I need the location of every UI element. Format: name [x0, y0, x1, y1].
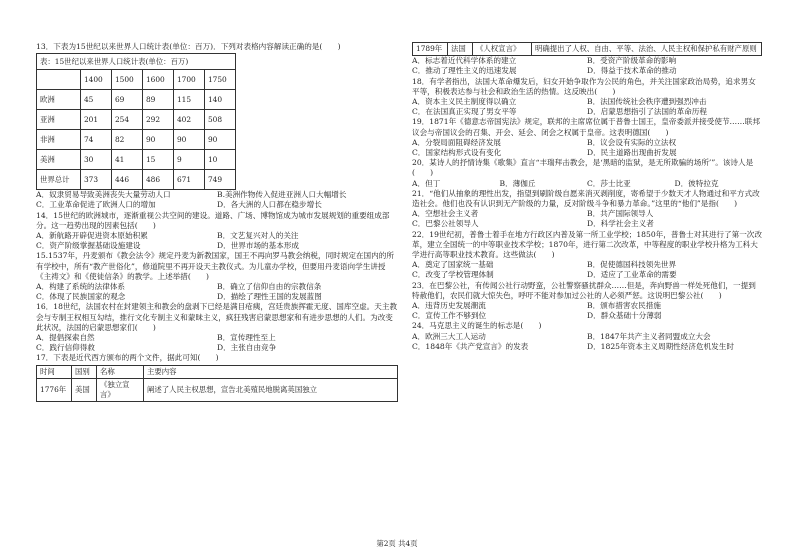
- value-cell: 82: [111, 130, 142, 150]
- documents-table: [36, 365, 398, 403]
- question-stem: 21．“他们从抽象的理性出发，指望到刷阶级自愿来消灭剥削度，寄希望于少数天才人物通过和平方式改造社会。他们也没有认识到无产阶级的力量，反对阶级斗争和暴力革命。”这里的“他们”是指( ): [412, 188, 760, 209]
- table-header-row: [37, 365, 398, 378]
- option-c[interactable]: C．践行信仰得救: [36, 343, 95, 353]
- option-row: [36, 343, 398, 353]
- option-b[interactable]: B．文艺复兴对人的关注: [217, 231, 299, 241]
- question-stem: 14．15世纪的欧洲城市，逐渐重视公共空间的建设。道路、广场、博物馆成为城市发展规划的重要组成部分。这一趋势出现的因素包括( ): [36, 210, 390, 230]
- option-b[interactable]: B．法国传统社会秩序遭到强烈冲击: [587, 97, 707, 107]
- question-17: [36, 353, 398, 402]
- question-13: [36, 42, 398, 211]
- option-a[interactable]: A．违背历史发展潮流: [412, 301, 486, 311]
- option-d[interactable]: D．启蒙思想指引了法国的革命历程: [587, 107, 707, 117]
- year-header: 1400: [80, 70, 111, 90]
- option-a[interactable]: A．资本主义民主制度得以确立: [412, 97, 517, 107]
- value-cell: 671: [173, 170, 204, 190]
- value-cell: 254: [111, 110, 142, 130]
- option-row: [412, 209, 762, 219]
- option-d[interactable]: D．科学社会主义者: [587, 219, 654, 229]
- table-row: [37, 378, 398, 401]
- value-cell: 373: [80, 170, 111, 190]
- option-row: [412, 138, 762, 148]
- question-14: [36, 211, 398, 252]
- option-c[interactable]: C．莎士比亚: [587, 178, 631, 188]
- option-d[interactable]: D．民主道路出现曲折发展: [587, 148, 677, 158]
- option-b[interactable]: B．薄伽丘: [499, 178, 536, 188]
- question-stem: 16．18世纪，法国农村在封建领主和教会的盘剥下已经是满目疮痍，宫廷贵族挥霍无度、国库空虚。天主教会与专制王权相互勾结，推行文化专制主义和蒙昧主义，疯狂残害启蒙思想家和有进步思想的人们。为改变此状况，法国的启蒙思想家们( ): [36, 302, 398, 332]
- option-c[interactable]: C．1848年《共产党宣言》的发表: [412, 341, 529, 351]
- question-stem: 20．某诗人的抒情诗集《歌集》直言“丰瑞拜击教会，是‘黑暗的监狱，是无所欺骗的场所’”。该诗人是( ): [412, 158, 754, 178]
- value-cell: 115: [173, 90, 204, 110]
- question-15: [36, 251, 398, 302]
- option-b[interactable]: B．确立了信仰自由的宗教信条: [217, 282, 322, 292]
- region-cell: 世界总计: [37, 170, 81, 190]
- region-cell: 欧洲: [37, 90, 81, 110]
- table-row: [37, 170, 236, 190]
- option-row: [36, 282, 398, 292]
- value-cell: 90: [173, 130, 204, 150]
- question-stem: 15.1537年，丹麦颁布《教会法令》规定丹麦为新教国家，国王不再向罗马教会纳税，同时规定在国内的所有学校中，所有“教产世俗化”，修道院里不再开设天主教仪式。为儿童办学校，但要用丹麦语向学生讲授《主祷文》和《使徒信条》的教学。上述举措( ): [36, 251, 394, 281]
- option-b[interactable]: B．颁布措害农民措施: [587, 301, 661, 311]
- option-a[interactable]: A．提倡探索自然: [36, 333, 95, 343]
- country-cell: 美国: [72, 378, 97, 401]
- value-cell: 69: [111, 90, 142, 110]
- option-row: [36, 241, 398, 251]
- option-c[interactable]: C．体现了民族国家的观念: [36, 292, 126, 302]
- option-row: [412, 311, 762, 321]
- option-b[interactable]: B．促使德国科技领先世界: [587, 260, 677, 270]
- option-b[interactable]: B.美洲作物传入促进亚洲人口大幅增长: [217, 190, 347, 200]
- value-cell: 30: [80, 150, 111, 170]
- option-d[interactable]: D．各大洲的人口都在稳步增长: [217, 200, 322, 210]
- page-number: 第2页 共4页: [376, 539, 418, 548]
- option-d[interactable]: D．描绘了理性王国的发展蓝图: [217, 292, 322, 302]
- option-row: [412, 260, 762, 270]
- question-20: [412, 158, 762, 189]
- content-cell: 阐述了人民主权思想，宣告北美殖民地脱离英国独立: [144, 378, 398, 401]
- option-c[interactable]: C．资产阶级掌握基础设施建设: [36, 241, 141, 251]
- option-d[interactable]: D．1825年资本主义周期性经济危机发生时: [587, 341, 734, 351]
- option-a[interactable]: A．奠定了国家统一基础: [412, 260, 494, 270]
- option-c[interactable]: C．推动了理性主义的迅速发展: [412, 66, 517, 76]
- option-d[interactable]: D．得益于技术革命的推动: [587, 66, 677, 76]
- option-b[interactable]: B．受资产阶级革命的影响: [587, 56, 677, 66]
- option-row: [36, 231, 398, 241]
- option-b[interactable]: B．共产国际领导人: [587, 209, 654, 219]
- option-row: [412, 270, 762, 280]
- option-row: [36, 292, 398, 302]
- option-row: [412, 107, 762, 117]
- option-c[interactable]: C．巴黎公社领导人: [412, 219, 479, 229]
- table-header-row: [37, 70, 236, 90]
- value-cell: 446: [111, 170, 142, 190]
- table-row: [37, 90, 236, 110]
- name-cell: 《独立宣言》: [97, 378, 144, 401]
- option-row: [36, 200, 398, 210]
- option-row: [412, 66, 762, 76]
- option-row: [412, 342, 762, 352]
- question-stem: 24．马克思主义的诞生的标志是( ): [412, 321, 542, 331]
- option-row: [36, 190, 398, 200]
- option-a[interactable]: A．分裂局面阻碍经济发展: [412, 137, 502, 147]
- question-24: [412, 321, 762, 352]
- value-cell: 9: [173, 150, 204, 170]
- value-cell: 41: [111, 150, 142, 170]
- value-cell: 74: [80, 130, 111, 150]
- documents-table-continued: [412, 42, 762, 56]
- header-cell: 国别: [72, 365, 97, 378]
- table-row: [37, 150, 236, 170]
- value-cell: 15: [142, 150, 173, 170]
- option-row: [412, 179, 762, 189]
- value-cell: 402: [173, 110, 204, 130]
- option-c[interactable]: C．改变了学校管理体制: [412, 270, 494, 280]
- option-row: [412, 56, 762, 66]
- option-row: [412, 332, 762, 342]
- option-a[interactable]: A．标志着近代科学体系的建立: [412, 56, 517, 66]
- question-23: [412, 281, 762, 322]
- option-c[interactable]: C．工业革命促进了欧洲人口的增加: [36, 200, 156, 210]
- value-cell: 10: [204, 150, 235, 170]
- question-stem: 23．在巴黎公社，有传闻公社行动野蛮，公社警察骚扰群众……但是，奔向野兽一样处死他们，一提到特赦他们，农民们就大惊失色，呼吁不能对参加过公社的人必须严惩。这说明巴黎公社( ): [412, 280, 756, 300]
- year-header: 1750: [204, 70, 235, 90]
- question-21: [412, 189, 762, 230]
- value-cell: 201: [80, 110, 111, 130]
- option-d[interactable]: D．世界市场的基本形成: [217, 241, 300, 251]
- region-cell: 亚洲: [37, 110, 81, 130]
- option-a[interactable]: A．奴隶贸易导致美洲丧失大量劳动人口: [36, 190, 171, 200]
- question-stem: 22．19世纪初，普鲁士着手在地方行政区内普及第一所工业学校；1850年，普鲁士对其进行了第一次改革，建立全国统一的中等职业技术学校；1870年，进行第二次改革，中等程度的职业学校升格为工科大学进行高等职业技术教育。这些做法( ): [412, 229, 762, 260]
- option-a[interactable]: A．新航路开辟促进资本原始积累: [36, 231, 148, 241]
- right-column: [412, 42, 762, 352]
- option-c[interactable]: C．国家结构形式设有变化: [412, 148, 502, 158]
- header-cell: 名称: [97, 365, 144, 378]
- country-cell: 法国: [448, 43, 473, 56]
- value-cell: 749: [204, 170, 235, 190]
- value-cell: 89: [142, 90, 173, 110]
- population-table: [36, 53, 236, 190]
- question-18: [412, 77, 762, 118]
- value-cell: 292: [142, 110, 173, 130]
- option-row: [412, 219, 762, 229]
- value-cell: 508: [204, 110, 235, 130]
- option-b[interactable]: B．宣传理性至上: [217, 333, 276, 343]
- option-c[interactable]: C．在法国真正实现了男女平等: [412, 107, 517, 117]
- header-cell: 时间: [37, 365, 72, 378]
- region-cell: 美洲: [37, 150, 81, 170]
- left-column: [36, 42, 398, 402]
- option-b[interactable]: B．1847年共产主义者同盟成立大会: [587, 331, 711, 341]
- option-row: [412, 148, 762, 158]
- question-16: [36, 302, 398, 353]
- year-header: 1700: [173, 70, 204, 90]
- question-stem: 13．下表为15世纪以来世界人口统计表(单位：百万)．下列对表格内容解读正确的是( ): [36, 42, 341, 51]
- question-22: [412, 230, 762, 281]
- question-stem: 19．1871年《德意志帝国宪法》规定，联邦的主席席位属于普鲁士国王，皇帝委派并接受使节……联邦议会与帝国议会的召集、开会、延会、闭会之权属于皇帝。这表明德国( ): [412, 117, 760, 137]
- region-cell: 非洲: [37, 130, 81, 150]
- question-stem: 18．有学者指出，法国大革命爆发后，妇女开始争取作为公民的角色，并关注国家政治局势，追求男女平等，积极表达参与社会和政治生活的热情。这反映出( ): [412, 76, 756, 96]
- year-header: 1500: [111, 70, 142, 90]
- table-row: [37, 130, 236, 150]
- content-cell: 明确提出了人权、自由、平等、法治、人民主权和保护私有财产原则: [532, 43, 762, 56]
- table-caption: 表：15世纪以来世界人口统计表(单位：百万): [37, 54, 236, 70]
- option-b[interactable]: B．议会设有实际的立法权: [587, 137, 677, 147]
- name-cell: 《人权宣言》: [473, 43, 532, 56]
- question-17-options: [412, 56, 762, 76]
- question-stem: 17．下表是近代西方颁布的两个文件，据此可知( ): [36, 353, 219, 363]
- option-row: [412, 301, 762, 311]
- option-row: [36, 333, 398, 343]
- value-cell: 486: [142, 170, 173, 190]
- option-d[interactable]: D．群众基础十分薄弱: [587, 311, 662, 321]
- question-19: [412, 117, 762, 158]
- option-a[interactable]: A．构建了系统的法律体系: [36, 282, 126, 292]
- value-cell: 45: [80, 90, 111, 110]
- table-row: [37, 110, 236, 130]
- time-cell: 1776年: [37, 378, 72, 401]
- time-cell: 1789年: [413, 43, 448, 56]
- option-d[interactable]: D．适应了工业革命的需要: [587, 270, 677, 280]
- option-d[interactable]: D．彼特拉克: [674, 178, 719, 188]
- year-header: 1600: [142, 70, 173, 90]
- header-cell: 主要内容: [144, 365, 398, 378]
- value-cell: 90: [142, 130, 173, 150]
- option-a[interactable]: A．空想社会主义者: [412, 209, 479, 219]
- option-row: [412, 97, 762, 107]
- value-cell: 140: [204, 90, 235, 110]
- option-c[interactable]: C．宣传工作不够到位: [412, 311, 487, 321]
- table-corner: [37, 70, 81, 90]
- option-a[interactable]: A．但丁: [412, 178, 441, 188]
- table-row: [413, 43, 762, 56]
- option-d[interactable]: D．主张自由竞争: [217, 343, 277, 353]
- value-cell: 90: [204, 130, 235, 150]
- option-a[interactable]: A．欧洲三大工人运动: [412, 331, 486, 341]
